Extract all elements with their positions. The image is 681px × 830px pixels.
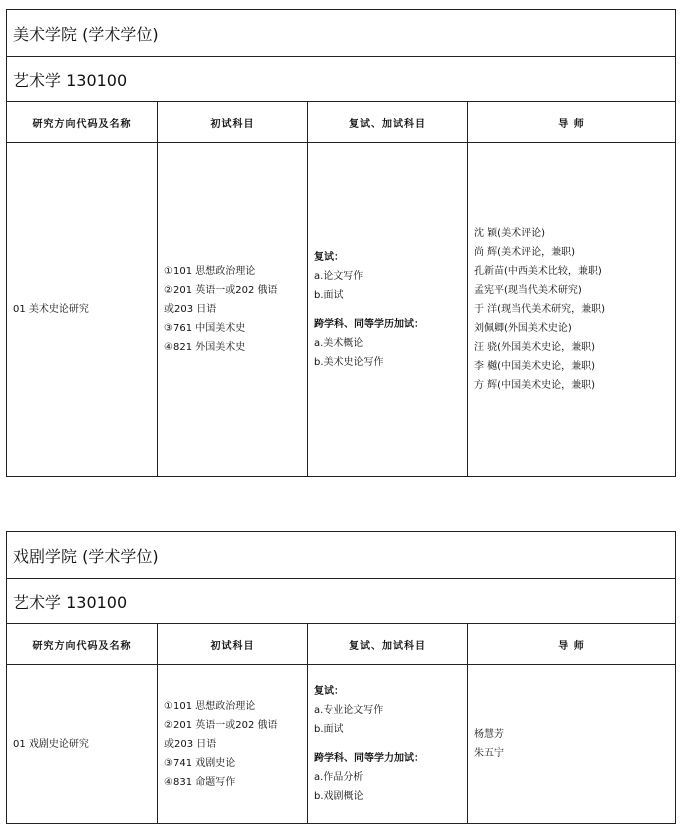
header-tutor: 导 师 — [468, 102, 676, 143]
direction-name: 01 美术史论研究 — [13, 304, 89, 315]
major-title: 艺术学 130100 — [7, 579, 676, 624]
section-drama — [6, 531, 675, 824]
tutor-item: 方 辉(中国美术史论，兼职) — [474, 380, 595, 391]
header-retest: 复试、加试科目 — [308, 102, 468, 143]
header-exam: 初试科目 — [158, 624, 308, 665]
exam-cell — [158, 143, 308, 477]
tutor-item: 杨慧芳 — [474, 729, 504, 740]
header-tutor: 导 师 — [468, 624, 676, 665]
tutor-item: 于 洋(现当代美术研究，兼职) — [474, 304, 605, 315]
direction-cell — [7, 665, 158, 824]
extra-title: 跨学科、同等学历加试： — [314, 318, 424, 330]
retest-cell — [308, 143, 468, 477]
tutor-item: 刘佩卿(外国美术史论) — [474, 323, 572, 334]
tutor-item: 孟宪平(现当代美术研究) — [474, 285, 582, 296]
tutor-item: 孔新苗(中西美术比较，兼职) — [474, 266, 602, 277]
college-title: 戏剧学院 (学术学位) — [7, 532, 676, 579]
exam-item: ②201 英语一或202 俄语 — [164, 719, 278, 731]
tutor-item: 朱五宁 — [474, 748, 504, 759]
exam-item: ④821 外国美术史 — [164, 342, 246, 353]
tutor-item: 尚 辉(美术评论，兼职) — [474, 247, 575, 258]
tutor-item: 汪 骁(外国美术史论，兼职) — [474, 342, 595, 353]
exam-item: ④831 命题写作 — [164, 776, 236, 788]
tutor-item: 李 樾(中国美术史论，兼职) — [474, 361, 595, 372]
retest-item: a.专业论文写作 — [314, 705, 384, 716]
major-title: 艺术学 130100 — [7, 57, 676, 102]
direction-cell — [7, 143, 158, 477]
exam-item: 或203 日语 — [164, 304, 217, 315]
extra-item: a.美术概论 — [314, 337, 364, 349]
retest-item: a.论文写作 — [314, 270, 364, 282]
exam-item: 或203 日语 — [164, 738, 217, 750]
extra-item: a.作品分析 — [314, 772, 364, 783]
tutor-cell — [468, 665, 676, 824]
extra-title: 跨学科、同等学力加试： — [314, 753, 424, 764]
header-direction: 研究方向代码及名称 — [7, 624, 158, 665]
header-exam: 初试科目 — [158, 102, 308, 143]
header-direction: 研究方向代码及名称 — [7, 102, 158, 143]
retest-item: b.面试 — [314, 289, 344, 301]
extra-item: b.戏剧概论 — [314, 791, 364, 802]
exam-cell — [158, 665, 308, 824]
tutor-cell — [468, 143, 676, 477]
direction-name: 01 戏剧史论研究 — [13, 738, 89, 750]
section-fine-arts — [6, 9, 675, 477]
retest-title: 复试： — [314, 686, 344, 697]
exam-item: ①101 思想政治理论 — [164, 266, 256, 277]
header-retest: 复试、加试科目 — [308, 624, 468, 665]
program-table — [6, 9, 676, 477]
tutor-item: 沈 颖(美术评论) — [474, 228, 545, 239]
exam-item: ③741 戏剧史论 — [164, 757, 236, 769]
exam-item: ③761 中国美术史 — [164, 323, 246, 334]
program-table — [6, 531, 676, 824]
retest-cell — [308, 665, 468, 824]
exam-item: ②201 英语一或202 俄语 — [164, 285, 278, 296]
exam-item: ①101 思想政治理论 — [164, 700, 256, 712]
college-title: 美术学院 (学术学位) — [7, 10, 676, 57]
retest-title: 复试： — [314, 251, 344, 263]
retest-item: b.面试 — [314, 724, 344, 735]
extra-item: b.美术史论写作 — [314, 356, 384, 368]
